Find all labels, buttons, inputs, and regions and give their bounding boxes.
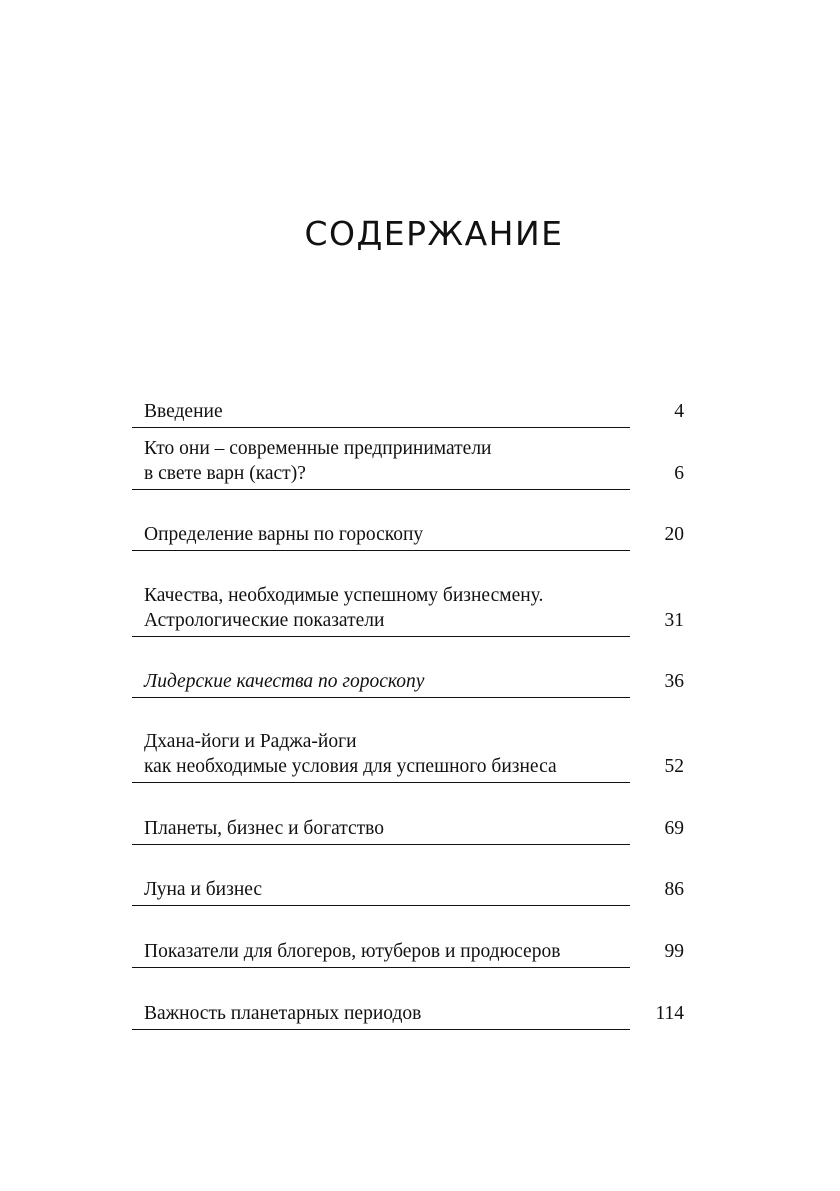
toc-entry-line: Качества, необходимые успешному бизнесмену. — [144, 585, 544, 606]
toc-entry-title — [144, 816, 634, 841]
toc-entry-title — [144, 583, 634, 633]
toc-entry — [132, 436, 692, 490]
toc-entry-title — [144, 1001, 634, 1026]
toc-entry-line: Определение варны по гороскопу — [144, 524, 424, 545]
toc-entry-rule — [132, 905, 630, 906]
toc-entry-title — [144, 877, 634, 902]
toc-entry-line: Луна и бизнес — [144, 879, 263, 900]
toc-page-number: 6 — [674, 463, 684, 484]
toc-entry-rule — [132, 844, 630, 845]
toc-page-number: 86 — [664, 879, 684, 900]
toc-entry-rule — [132, 697, 630, 698]
toc-entry-rule — [132, 1029, 630, 1030]
toc-entry — [132, 815, 692, 845]
toc-entry-title — [144, 399, 634, 424]
toc-entry-rule — [132, 489, 630, 490]
toc-entry-line: Лидерские качества по гороскопу — [144, 671, 425, 692]
toc-page-number: 52 — [664, 756, 684, 777]
toc-entry-title — [144, 669, 634, 694]
toc-page-number: 4 — [674, 401, 684, 422]
toc-entry — [132, 938, 692, 968]
toc-entry — [132, 876, 692, 906]
toc-page-number: 31 — [664, 610, 684, 631]
toc-entry — [132, 521, 692, 551]
toc-entry-line: Показатели для блогеров, ютуберов и продюсеров — [144, 941, 561, 962]
toc-page-number: 114 — [655, 1003, 684, 1024]
toc-entry-rule — [132, 782, 630, 783]
toc-page-number: 69 — [664, 818, 684, 839]
toc-entry-title — [144, 522, 634, 547]
toc-entry-line: в свете варн (каст)? — [144, 463, 306, 484]
toc-entry-line: Планеты, бизнес и богатство — [144, 818, 384, 839]
toc-entry-line: Введение — [144, 401, 223, 422]
toc-entry — [132, 583, 692, 637]
toc-entry-rule — [132, 967, 630, 968]
toc-entry-line: Дхана-йоги и Раджа-йоги — [144, 731, 357, 752]
toc-page-number: 99 — [664, 941, 684, 962]
toc-entry-line: Астрологические показатели — [144, 610, 385, 631]
toc-entry-line: Важность планетарных периодов — [144, 1003, 422, 1024]
toc-entry-rule — [132, 427, 630, 428]
toc-page-number: 20 — [664, 524, 684, 545]
toc-entry-line: как необходимые условия для успешного бизнеса — [144, 756, 557, 777]
toc-page-number: 36 — [664, 671, 684, 692]
toc-entry-title — [144, 729, 634, 779]
toc-entry-rule — [132, 636, 630, 637]
toc-entry — [132, 668, 692, 698]
page-title: СОДЕРЖАНИЕ — [304, 214, 564, 253]
toc-entry-rule — [132, 550, 630, 551]
toc-entry-line: Кто они – современные предприниматели — [144, 438, 492, 459]
toc-entry — [132, 729, 692, 783]
toc-entry-title — [144, 939, 634, 964]
toc-entry-title — [144, 436, 634, 486]
toc-entry — [132, 398, 692, 428]
toc-entry — [132, 1000, 692, 1030]
